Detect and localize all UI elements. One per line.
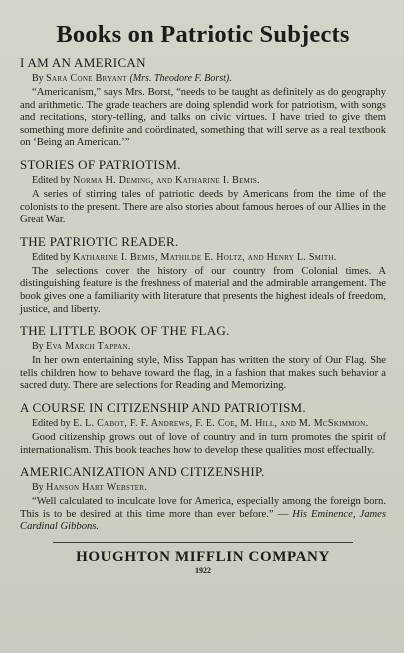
book-byline bbox=[32, 418, 386, 430]
book-description: A series of stirring tales of patriotic deeds by Americans from the time of the colonists to the present. There are also stories about famous heroes of our Allies in the Great War. bbox=[20, 188, 386, 226]
book-title: THE PATRIOTIC READER. bbox=[20, 233, 179, 249]
book-entry-stories-of-patriotism bbox=[20, 158, 386, 227]
book-title: THE LITTLE BOOK OF THE FLAG. bbox=[20, 323, 230, 339]
byline-prefix: Edited by bbox=[32, 417, 71, 429]
byline-prefix: Edited by bbox=[32, 174, 71, 186]
book-author: Eva March Tappan. bbox=[46, 341, 131, 353]
book-title: AMERICANIZATION AND CITIZENSHIP. bbox=[20, 464, 265, 480]
byline-prefix: Edited by bbox=[32, 251, 71, 263]
byline-prefix: By bbox=[32, 73, 44, 84]
book-byline bbox=[32, 73, 386, 85]
book-byline bbox=[32, 175, 386, 187]
book-description: In her own entertaining style, Miss Tappan has written the story of Our Flag. She tells children how to behave toward the flag, in a fashion that makes such behavior a sacred duty. There are selections for Reading and Memorizing. bbox=[20, 355, 386, 392]
description-text: “Well calculated to inculcate love for America, especially among the foreign born. This is to be desired at this time more than ever before.” — bbox=[20, 496, 386, 520]
book-byline bbox=[32, 482, 386, 494]
author-note: (Mrs. Theodore F. Borst). bbox=[129, 73, 232, 84]
book-author: Norma H. Deming, and Katharine I. Bemis. bbox=[73, 174, 260, 186]
book-author: Hanson Hart Webster. bbox=[46, 482, 148, 494]
book-entry-course-in-citizenship bbox=[20, 401, 386, 457]
byline-prefix: By bbox=[32, 482, 44, 494]
book-description: The selections cover the history of our country from Colonial times. A distinguishing feature is the freshness of material and the admirable arrangement. The book gives one a familiarity with literature that presents the highest ideals of freedom, justice, and liberty. bbox=[20, 265, 386, 315]
publication-year: 1922 bbox=[195, 565, 211, 575]
book-byline bbox=[32, 341, 386, 353]
book-author: Sara Cone Bryant bbox=[46, 73, 127, 84]
book-title: STORIES OF PATRIOTISM. bbox=[20, 156, 181, 172]
book-entry-i-am-an-american bbox=[20, 56, 386, 150]
page-title: Books on Patriotic Subjects bbox=[56, 21, 350, 48]
footer-divider bbox=[53, 542, 353, 543]
book-title: I AM AN AMERICAN bbox=[20, 55, 146, 70]
book-author: Katharine I. Bemis, Mathilde E. Holtz, and Henry L. Smith. bbox=[73, 251, 337, 263]
book-entry-americanization bbox=[20, 465, 386, 534]
publisher-name: HOUGHTON MIFFLIN COMPANY bbox=[76, 548, 330, 565]
book-description bbox=[20, 496, 386, 534]
quote-attribution: His Eminence, James Cardinal Gibbons. bbox=[20, 508, 386, 533]
book-description: Good citizenship grows out of love of country and in turn promotes the spirit of internationalism. This book teaches how to develop these qualities most effectually. bbox=[20, 431, 386, 456]
book-title: A COURSE IN CITIZENSHIP AND PATRIOTISM. bbox=[20, 399, 306, 415]
book-description: “Americanism,” says Mrs. Borst, “needs to be taught as definitely as do geography and arithmetic. The grade teachers are doing splendid work for patriotism, with songs and recitations, story-telling, and talks on civic virtues. I have tried to give them something more definite and coördinated, something that will serve as a real textbook on ‘Being an American.’” bbox=[20, 87, 386, 149]
book-entry-patriotic-reader bbox=[20, 235, 386, 316]
book-author: E. L. Cabot, F. F. Andrews, F. E. Coe, M. Hill, and M. McSkimmon. bbox=[73, 417, 369, 429]
book-byline bbox=[32, 252, 386, 264]
byline-prefix: By bbox=[32, 341, 44, 353]
book-entry-little-book-of-the-flag bbox=[20, 324, 386, 393]
